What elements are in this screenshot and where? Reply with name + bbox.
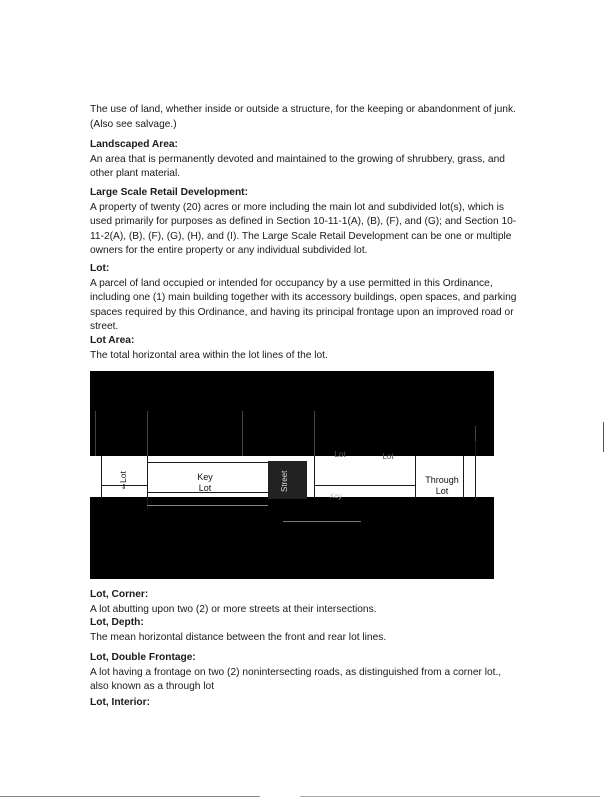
- definition-term: Lot:: [90, 263, 110, 274]
- diagram-line: [242, 411, 243, 456]
- lot-types-diagram: [90, 371, 494, 579]
- definition-lot-interior: [90, 696, 520, 711]
- definition-lot-double-frontage: [90, 651, 520, 695]
- definition-term: Lot, Depth:: [90, 617, 144, 628]
- definition-body: An area that is permanently devoted and maintained to the growing of shrubbery, grass, and other plant material.: [90, 153, 505, 180]
- diagram-line: [475, 441, 476, 501]
- diagram-line: [314, 456, 315, 497]
- scan-artifact: [603, 422, 604, 452]
- through-lot-line1: Through: [425, 475, 459, 485]
- definition-body: A parcel of land occupied or intended for occupancy by a use permitted in this Ordinance, including one (1) main building together with its accessory buildings, open spaces, and parking spaces required by this Ordinance, and having its principal frontage upon an improved road or street.: [90, 277, 517, 333]
- diagram-line: [147, 505, 268, 506]
- scan-artifact: [0, 796, 260, 797]
- definition-term: Lot, Double Frontage:: [90, 652, 196, 663]
- key-lot-label: [185, 472, 225, 494]
- definition-body: A lot abutting upon two (2) or more streets at their intersections.: [90, 603, 377, 615]
- definition-lot-depth: [90, 616, 520, 645]
- intro-paragraph: [90, 103, 520, 132]
- scan-artifact: [300, 796, 600, 797]
- diagram-line: [147, 456, 148, 509]
- diagram-line: [101, 456, 102, 497]
- diagram-line: [314, 411, 315, 456]
- definition-body: The total horizontal area within the lot lines of the lot.: [90, 349, 328, 361]
- definition-lot-corner: [90, 588, 520, 617]
- definition-landscaped-area: [90, 138, 520, 182]
- arrow-mark: ⇕: [121, 484, 127, 491]
- key-partial-label: Key: [329, 493, 343, 500]
- definition-term: Landscaped Area:: [90, 139, 178, 150]
- intro-text: The use of land, whether inside or outside a structure, for the keeping or abandonment of junk. (Also see salvage.): [90, 104, 516, 130]
- through-lot-label: [420, 475, 464, 497]
- diagram-line: [147, 462, 268, 463]
- definition-large-scale-retail: [90, 186, 520, 259]
- diagram-line: [314, 485, 415, 486]
- through-lot-line2: Lot: [435, 486, 449, 496]
- definition-body: The mean horizontal distance between the front and rear lot lines.: [90, 631, 387, 643]
- diagram-line: [147, 411, 148, 456]
- definition-term: Lot, Corner:: [90, 589, 149, 600]
- definition-lot: [90, 262, 520, 335]
- definition-lot-area: [90, 334, 520, 363]
- key-lot-line1: Key: [197, 472, 213, 482]
- diagram-line: [415, 456, 416, 497]
- vertical-lot-label: Lot: [118, 471, 128, 483]
- diagram-line: [95, 411, 96, 456]
- lot-top-mid-label: Lot: [334, 450, 346, 459]
- definition-term: Lot Area:: [90, 335, 135, 346]
- definition-term: Lot, Interior:: [90, 697, 150, 708]
- definition-body: A lot having a frontage on two (2) nonintersecting roads, as distinguished from a corner lot., also known as a through lot: [90, 666, 502, 693]
- definition-body: A property of twenty (20) acres or more including the main lot and subdivided lot(s), which is used primarily for purposes as defined in Section 10-11-1(A), (B), (F), and (G); and Section 10-11-2(A), (B), (F), (G), (H), and (I). The Large Scale Retail Development can be one or multiple owners for the entire property or any individual subdivided lot.: [90, 201, 517, 257]
- diagram-line: [283, 521, 361, 522]
- lot-top-right-label: Lot: [382, 452, 394, 461]
- key-lot-line2: Lot: [198, 483, 212, 493]
- street-label: Street: [280, 470, 289, 492]
- definition-term: Large Scale Retail Development:: [90, 187, 248, 198]
